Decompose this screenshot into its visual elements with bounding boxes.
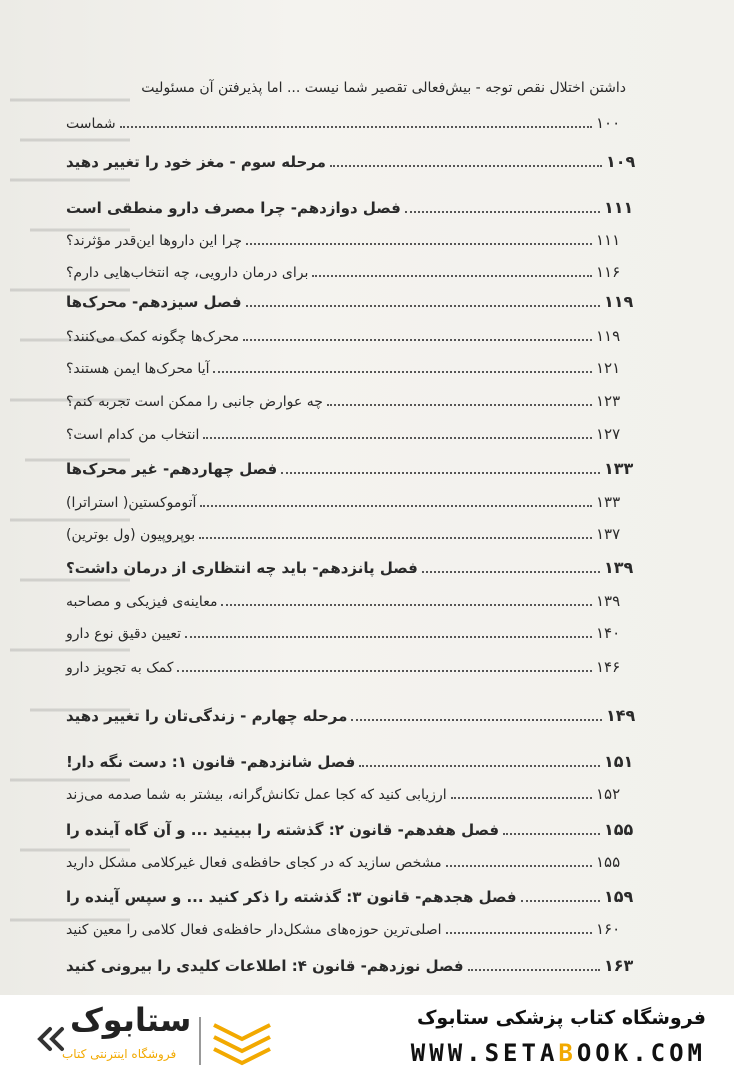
store-name: فروشگاه کتاب پزشکی ستابوک (416, 1007, 706, 1029)
dot-leader (446, 932, 592, 934)
toc-entry-label: چه عوارض جانبی را ممکن است تجربه کنم؟ (66, 394, 323, 410)
page-number: ۱۵۹ (604, 887, 634, 906)
toc-entry-label: تعیین دقیق نوع دارو (66, 626, 182, 642)
url-suffix: OOK.COM (576, 1039, 706, 1067)
dot-leader (200, 505, 592, 507)
toc-entry-label: چرا این داروها این‌قدر مؤثرند؟ (66, 233, 243, 249)
page-number: ۱۵۵ (604, 820, 634, 839)
toc-chapter-12[interactable] (66, 198, 634, 217)
dot-leader (246, 305, 600, 307)
toc-stage-label: مرحله سوم - مغز خود را تغییر دهید (66, 153, 326, 171)
dot-leader (351, 719, 602, 721)
page-number: ۱۱۶ (596, 263, 621, 281)
page-number: ۱۵۱ (604, 752, 634, 771)
toc-stage-4[interactable] (66, 706, 636, 725)
toc-stage-label: مرحله چهارم - زندگی‌تان را تغییر دهید (66, 707, 348, 725)
page-number: ۱۳۳ (596, 493, 621, 511)
toc-chapter-15[interactable] (66, 558, 634, 577)
toc-entry-label: مشخص سازید که در کجای حافظه‌ی فعال غیرکلامی مشکل دارید (66, 855, 442, 871)
toc-entry-label: آتوموکستین( استراترا) (66, 495, 197, 511)
toc-entry[interactable] (66, 853, 626, 871)
toc-chapter-label: فصل چهاردهم- غیر محرک‌ها (66, 460, 278, 478)
page-number: ۱۵۲ (596, 785, 621, 803)
dot-leader (422, 571, 600, 573)
intro-line-1: داشتن اختلال نقص توجه - بیش‌فعالی تقصیر شما نیست ... اما پذیرفتن آن مسئولیت (141, 80, 626, 96)
toc-entry-label: کمک به تجویز دارو (66, 660, 174, 676)
toc-chapter-label: فصل نوزدهم- قانون ۴: اطلاعات کلیدی را بیرونی کنید (66, 957, 464, 975)
page-number: ۱۱۱ (596, 231, 621, 249)
toc-entry[interactable] (66, 920, 626, 938)
toc-entry-label: انتخاب من کدام است؟ (66, 427, 200, 443)
toc-chapter-label: فصل هجدهم- قانون ۳: گذشته را ذکر کنید ... و سپس آینده را (66, 888, 517, 906)
toc-entry[interactable] (66, 231, 626, 249)
dot-leader (503, 833, 600, 835)
toc-entry[interactable] (66, 392, 626, 410)
dot-leader (451, 797, 592, 799)
toc-entry-intro (66, 114, 626, 132)
toc-chapter-13[interactable] (66, 292, 634, 311)
page-number: ۱۲۱ (596, 359, 621, 377)
page-number: ۱۳۹ (596, 592, 621, 610)
page-number: ۱۲۷ (596, 425, 621, 443)
toc-entry-label: شماست (66, 116, 116, 132)
page-number: ۱۶۰ (596, 920, 621, 938)
toc-chapter-label: فصل شانزدهم- قانون ۱: دست نگه دار! (66, 753, 356, 771)
toc-stage-3[interactable] (66, 152, 636, 171)
dot-leader (468, 969, 600, 971)
dot-leader (246, 243, 592, 245)
dot-leader (120, 126, 592, 128)
toc-entry-label: ارزیابی کنید که کجا عمل تکانش‌گرانه، بیشتر به شما صدمه می‌زند (66, 787, 447, 803)
dot-leader (327, 404, 592, 406)
store-url[interactable] (411, 1039, 706, 1067)
toc-chapter-label: فصل سیزدهم- محرک‌ها (66, 293, 242, 311)
page-number: ۱۲۳ (596, 392, 621, 410)
toc-chapter-17[interactable] (66, 820, 634, 839)
dot-leader (521, 900, 600, 902)
page-number: ۱۴۹ (606, 706, 636, 725)
toc-entry[interactable] (66, 658, 626, 676)
toc-entry[interactable] (66, 327, 626, 345)
dot-leader (203, 437, 592, 439)
toc-chapter-14[interactable] (66, 459, 634, 478)
page-number: ۱۳۹ (604, 558, 634, 577)
toc-entry-label: برای درمان دارویی، چه انتخاب‌هایی دارم؟ (66, 265, 309, 281)
toc-entry-label: بوپروپیون (ول بوترین) (66, 527, 196, 543)
dot-leader (221, 604, 592, 606)
page-number: ۱۱۱ (604, 198, 634, 217)
page-number: ۱۳۳ (604, 459, 634, 478)
url-prefix: WWW.SETA (410, 1039, 559, 1067)
dot-leader (213, 371, 592, 373)
page-number: ۱۴۰ (596, 624, 621, 642)
page-number: ۱۱۹ (604, 292, 634, 311)
toc-entry[interactable] (66, 493, 626, 511)
dot-leader (405, 211, 600, 213)
page-number: ۱۰۹ (606, 152, 636, 171)
dot-leader (359, 765, 600, 767)
toc-chapter-label: فصل پانزدهم- باید چه انتظاری از درمان داشت؟ (66, 559, 418, 577)
toc-entry-label: محرک‌ها چگونه کمک می‌کنند؟ (66, 329, 240, 345)
toc-entry[interactable] (66, 425, 626, 443)
toc-entry[interactable] (66, 525, 626, 543)
url-highlight: B (558, 1039, 577, 1067)
toc-chapter-label: فصل هفدهم- قانون ۲: گذشته را ببینید ... و آن گاه آینده را (66, 821, 500, 839)
dot-leader (185, 636, 592, 638)
page-number: ۱۰۰ (596, 114, 621, 132)
dot-leader (312, 275, 592, 277)
toc-entry-label: معاینه‌ی فیزیکی و مصاحبه (66, 594, 218, 610)
dot-leader (446, 865, 592, 867)
dot-leader (177, 670, 592, 672)
toc-chapter-18[interactable] (66, 887, 634, 906)
dot-leader (330, 165, 602, 167)
dot-leader (199, 537, 592, 539)
logo-brand: ستابوک (70, 1001, 192, 1039)
toc-chapter-16[interactable] (66, 752, 634, 771)
store-footer-banner (0, 995, 734, 1080)
page-number: ۱۳۷ (596, 525, 621, 543)
toc-chapter-19[interactable] (66, 956, 634, 975)
toc-entry[interactable] (66, 263, 626, 281)
page-number: ۱۱۹ (596, 327, 621, 345)
toc-chapter-label: فصل دوازدهم- چرا مصرف دارو منطقی است (66, 199, 401, 217)
toc-entry[interactable] (66, 624, 626, 642)
toc-entry[interactable] (66, 785, 626, 803)
toc-entry[interactable] (66, 359, 626, 377)
dot-leader (281, 472, 600, 474)
toc-entry-label: آیا محرک‌ها ایمن هستند؟ (66, 361, 210, 377)
toc-entry-label: اصلی‌ترین حوزه‌های مشکل‌دار حافظه‌ی فعال کلامی را معین کنید (66, 922, 442, 938)
page-number: ۱۴۶ (596, 658, 621, 676)
dot-leader (243, 339, 592, 341)
logo-tagline: فروشگاه اینترنتی کتاب (62, 1047, 177, 1061)
page-number: ۱۵۵ (596, 853, 621, 871)
page-number: ۱۶۳ (604, 956, 634, 975)
toc-entry[interactable] (66, 592, 626, 610)
